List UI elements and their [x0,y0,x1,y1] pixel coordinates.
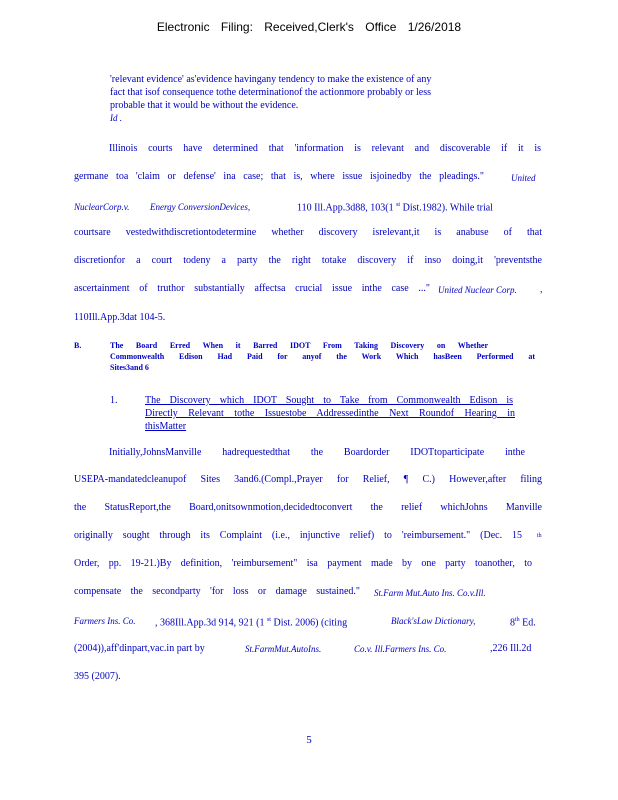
subheading-line: The Discovery which IDOT Sought to Take from Commonwealth Edison is [145,395,513,406]
superscript: st [396,202,401,208]
body-line: discretionfor a court todeny a party the right totake discovery if inso doing,it 'preventsthe [74,255,542,266]
body-text: 110 Ill.App.3d88, 103(1 [297,202,394,214]
body-line: 395 (2007). [74,671,121,682]
body-text: , 368Ill.App.3d 914, 921 (1 [155,617,265,629]
case-citation: NuclearCorp.v. [74,202,130,212]
case-citation: St.Farm Mut.Auto Ins. Co.v.Ill. [374,588,486,598]
case-citation: Co.v. Ill.Farmers Ins. Co. [354,644,447,654]
quote-line: fact that isof consequence tothe determinationof the actionmore probably or less [110,87,432,98]
quote-line: probable that it would be without the evidence. [110,100,299,111]
section-heading-line: Sites3and 6 [110,363,149,372]
body-text: , [540,284,543,295]
body-line: 110Ill.App.3dat 104-5. [74,312,166,323]
case-citation: Black'sLaw Dictionary, [391,616,476,626]
body-line: compensate the secondparty 'for loss or damage sustained." [74,586,360,597]
case-citation: Farmers Ins. Co. [74,616,136,626]
body-line: USEPA-mandatedcleanupof Sites 3and6.(Compl.,Prayer for Relief, ¶ C.) However,after filing [74,474,542,485]
superscript: th [515,617,520,623]
item-number: 1. [110,395,118,406]
section-heading-line: Commonwealth Edison Had Paid for anyof the Work Which hasBeen Performed at [110,352,535,361]
body-text: ,226 Ill.2d [490,643,532,654]
body-text: 8 [510,617,515,629]
body-text [297,199,493,214]
body-text: Dist. 2006) (citing [273,617,348,629]
body-line: Initially,JohnsManville hadrequestedthat the Boardorder IDOTtoparticipate inthe [109,447,525,458]
filing-header: Electronic Filing: Received,Clerk's Office 1/26/2018 [156,20,462,34]
body-text: (2004)),aff'dinpart,vac.in part by [74,643,205,654]
body-line: germane toa 'claim or defense' ina case; that is, where issue isjoinedby the pleadings." [74,171,484,182]
body-line: Order, pp. 19-21.)By definition, 'reimbursement" isa payment made by one party toanother, to [74,558,532,569]
page-number: 5 [306,734,312,746]
case-citation: United Nuclear Corp. [438,285,517,295]
superscript: th [537,533,542,539]
section-letter: B. [74,341,82,350]
superscript: st [266,617,271,623]
case-citation: Energy ConversionDevices, [150,202,251,212]
body-line: the StatusReport,the Board,onitsownmotion,decidedtoconvert the relief whichJohns Manville [74,502,542,513]
case-citation: United [511,173,536,183]
body-line: originally sought through its Complaint (i.e., injunctive relief) to 'reimbursement." (Dec. 15 [74,530,522,541]
body-line: ascertainment of truthor substantially affectsa crucial issue inthe case ..." [74,283,430,294]
body-text: Dist.1982). While trial [402,202,493,214]
body-line: Illinois courts have determined that 'information is relevant and discoverable if it is [109,143,541,154]
body-text [155,614,347,629]
body-text: Ed. [522,617,536,629]
body-line: courtsare vestedwithdiscretiontodetermine whether discovery isrelevant,it is anabuse of that [74,227,542,238]
block-quote [110,73,431,125]
case-citation: St.FarmMut.AutoIns. [245,644,322,654]
subheading-line: Directly Relevant tothe Issuestobe Addressedinthe Next Roundof Hearing in [145,408,515,419]
section-heading-line: The Board Erred When it Barred IDOT From Taking Discovery on Whether [110,341,488,350]
quote-citation: Id . [110,113,122,123]
quote-line: 'relevant evidence' as'evidence havingany tendency to make the existence of any [110,74,432,85]
body-text [510,614,536,629]
subheading-line: thisMatter [145,421,187,432]
